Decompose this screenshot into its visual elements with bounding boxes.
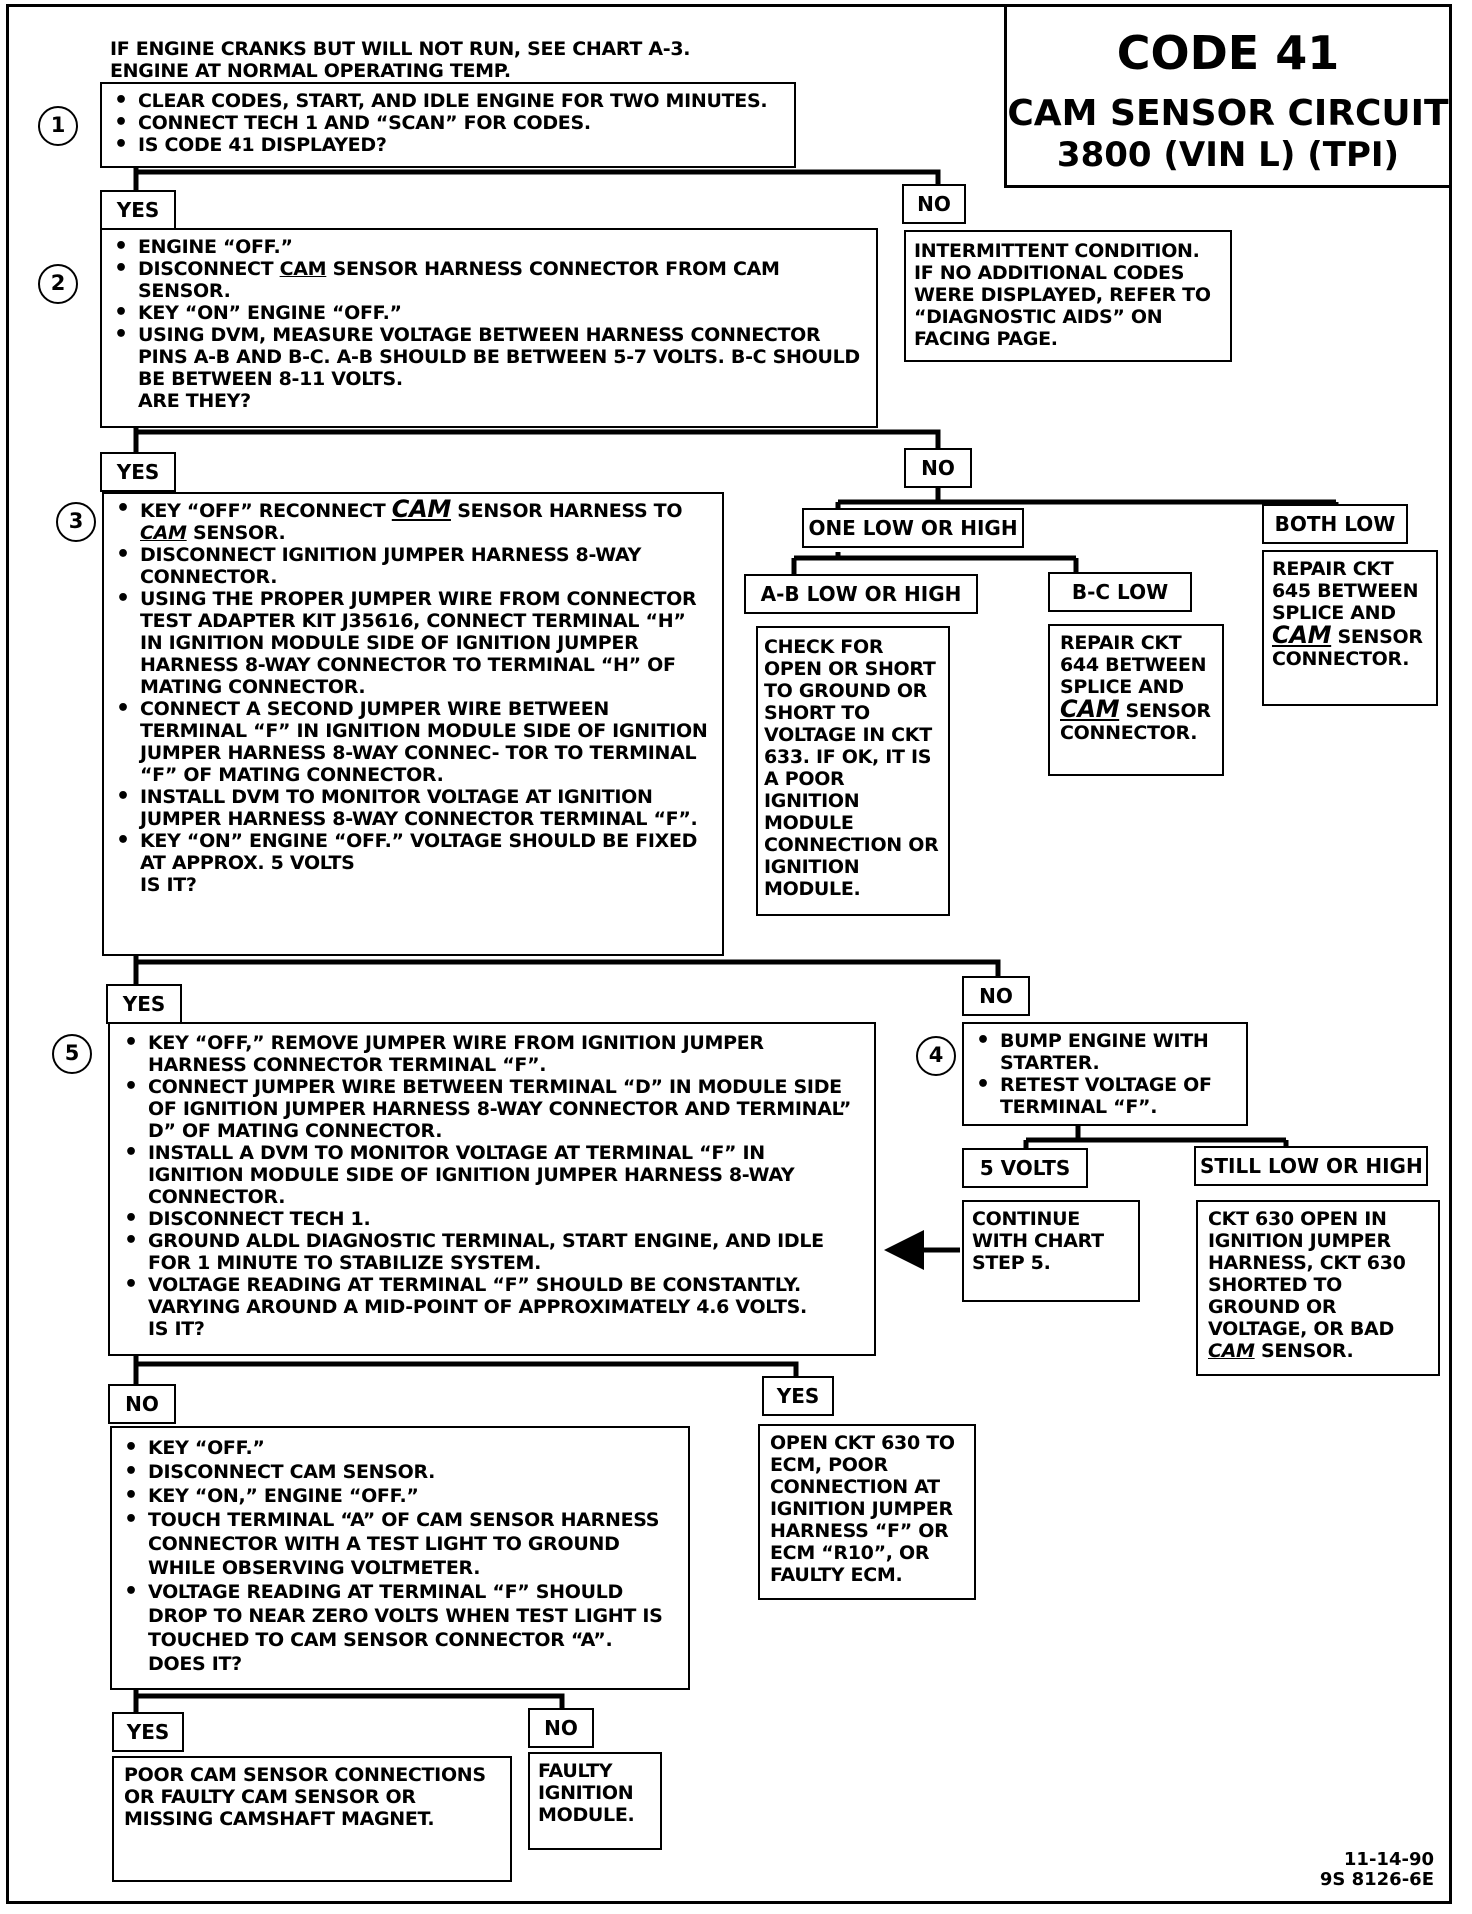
arrow-to-step5-head [884, 1230, 924, 1270]
yes-label-s1: YES [100, 190, 176, 230]
step-3-question: IS IT? [140, 874, 197, 896]
repair-645-box [1262, 550, 1438, 706]
title-box [1004, 4, 1452, 188]
step-5-number: 5 [52, 1034, 92, 1074]
step-2-number: 2 [38, 264, 78, 304]
ckt-630-text: CKT 630 OPEN IN IGNITION JUMPER HARNESS, CKT 630 SHORTED TO GROUND OR VOLTAGE, OR BAD [1208, 1208, 1406, 1340]
yes-label-s3: YES [106, 984, 182, 1024]
connector-s1 [136, 168, 938, 190]
step-5-item: • VOLTAGE READING AT TERMINAL “F” SHOULD BE CONSTANTLY. VARYING AROUND A MID-POINT OF APPROXIMATELY 4.6 VOLTS. [148, 1274, 864, 1318]
step-3-cam: CAM [391, 495, 451, 523]
both-low-label: BOTH LOW [1262, 504, 1408, 544]
step-5-question: IS IT? [148, 1318, 205, 1340]
open-630-box: OPEN CKT 630 TO ECM, POOR CONNECTION AT IGNITION JUMPER HARNESS “F” OR ECM “R10”, OR FAULTY ECM. [758, 1424, 976, 1600]
repair-645-cam: CAM [1272, 621, 1332, 649]
step-3-number: 3 [56, 502, 96, 542]
step-5-item: • KEY “OFF,” REMOVE JUMPER WIRE FROM IGNITION JUMPER HARNESS CONNECTOR TERMINAL “F”. [148, 1032, 864, 1076]
repair-645-text: SENSOR CONNECTOR. [1272, 626, 1423, 670]
yes-label-s6: YES [112, 1712, 184, 1752]
yes-label-s2: YES [100, 452, 176, 492]
intermittent-box: INTERMITTENT CONDITION. IF NO ADDITIONAL CODES WERE DISPLAYED, REFER TO “DIAGNOSTIC AIDS” ON FACING PAGE. [904, 230, 1232, 362]
step-1-box [100, 82, 796, 168]
step-3-item [140, 495, 714, 544]
step-6-question: DOES IT? [148, 1653, 242, 1675]
footer-ref: 9S 8126-6E [1319, 1869, 1434, 1890]
step-5-box [108, 1022, 876, 1356]
step-1-number: 1 [38, 106, 78, 146]
engine-title: 3800 (VIN L) (TPI) [1056, 135, 1400, 175]
step-2-question: ARE THEY? [138, 390, 251, 412]
step-4-box [962, 1022, 1248, 1126]
repair-644-text: REPAIR CKT 644 BETWEEN SPLICE AND [1060, 632, 1207, 698]
no-label-s6: NO [528, 1708, 594, 1748]
step-6-item: • KEY “OFF.” [148, 1436, 680, 1460]
ckt-630-text: SENSOR. [1254, 1340, 1354, 1362]
footer-date: 11-14-90 [1343, 1849, 1434, 1870]
step-3-cam: CAM [140, 522, 187, 544]
no-label-s3: NO [962, 976, 1030, 1016]
step-2-box [100, 228, 878, 428]
step-3-item: • DISCONNECT IGNITION JUMPER HARNESS 8-WAY CONNECTOR. [140, 544, 714, 588]
step-5-item: • CONNECT JUMPER WIRE BETWEEN TERMINAL “D” IN MODULE SIDE OF IGNITION JUMPER HARNESS 8-WAY CONNECTOR AND TERMINAL” D” OF MATING CONNECTOR. [148, 1076, 864, 1142]
intro-line-1: IF ENGINE CRANKS BUT WILL NOT RUN, SEE CHART A-3. [110, 38, 691, 60]
step-5-item: • DISCONNECT TECH 1. [148, 1208, 864, 1230]
step-6-item: • VOLTAGE READING AT TERMINAL “F” SHOULD DROP TO NEAR ZERO VOLTS WHEN TEST LIGHT IS TOUCHED TO CAM SENSOR CONNECTOR “A”. [148, 1580, 680, 1652]
step-6-item: • TOUCH TERMINAL “A” OF CAM SENSOR HARNESS CONNECTOR WITH A TEST LIGHT TO GROUND WHILE OBSERVING VOLTMETER. [148, 1508, 680, 1580]
step-4-item: • BUMP ENGINE WITH STARTER. [1000, 1030, 1238, 1074]
intro-text [110, 38, 790, 82]
five-volts-label: 5 VOLTS [962, 1148, 1088, 1188]
step-2-cam: CAM [279, 258, 327, 280]
ckt-630-cam: CAM [1208, 1340, 1255, 1362]
step-2-item: • KEY “ON” ENGINE “OFF.” [138, 302, 868, 324]
ckt-630-box [1196, 1200, 1440, 1376]
no-label-s5: NO [108, 1384, 176, 1424]
yes-label-s5: YES [762, 1376, 834, 1416]
connector-s6 [136, 1690, 562, 1712]
circuit-title: CAM SENSOR CIRCUIT [1007, 93, 1449, 134]
step-3-item: • INSTALL DVM TO MONITOR VOLTAGE AT IGNITION JUMPER HARNESS 8-WAY CONNECTOR TERMINAL “F”. [140, 786, 714, 830]
connector-s4 [1026, 1124, 1286, 1148]
check-633-box: CHECK FOR OPEN OR SHORT TO GROUND OR SHORT TO VOLTAGE IN CKT 633. IF OK, IT IS A POOR IGNITION MODULE CONNECTION OR IGNITION MODULE. [756, 626, 950, 916]
repair-645-text: REPAIR CKT 645 BETWEEN SPLICE AND [1272, 558, 1419, 624]
step-2-text: DISCONNECT [138, 258, 280, 280]
step-5-item: • GROUND ALDL DIAGNOSTIC TERMINAL, START ENGINE, AND IDLE FOR 1 MINUTE TO STABILIZE SYSTEM. [148, 1230, 864, 1274]
repair-644-box [1048, 624, 1224, 776]
still-low-high-label: STILL LOW OR HIGH [1194, 1146, 1428, 1186]
one-low-high-label: ONE LOW OR HIGH [802, 508, 1024, 548]
step-6-item: • DISCONNECT CAM SENSOR. [148, 1460, 680, 1484]
bc-low-label: B-C LOW [1048, 572, 1192, 612]
step-3-item: • CONNECT A SECOND JUMPER WIRE BETWEEN TERMINAL “F” IN IGNITION MODULE SIDE OF IGNITION JUMPER HARNESS 8-WAY CONNEC- TOR TO TERMINAL “F” OF MATING CONNECTOR. [140, 698, 714, 786]
step-6-box [110, 1426, 690, 1690]
connector-s3 [136, 956, 998, 984]
step-2-text: SENSOR HARNESS CONNECTOR FROM CAM SENSOR. [138, 258, 780, 302]
no-label-s1: NO [902, 184, 966, 224]
step-2-item: • USING DVM, MEASURE VOLTAGE BETWEEN HARNESS CONNECTOR PINS A-B AND B-C. A-B SHOULD BE BETWEEN 5-7 VOLTS. B-C SHOULD BE BETWEEN 8-11 VOLTS. [138, 324, 868, 390]
step-3-item: • USING THE PROPER JUMPER WIRE FROM CONNECTOR TEST ADAPTER KIT J35616, CONNECT TERMINAL “H” IN IGNITION MODULE SIDE OF IGNITION JUMPER HARNESS 8-WAY CONNECTOR TO TERMINAL “H” OF MATING CONNECTOR. [140, 588, 714, 698]
repair-644-text: SENSOR CONNECTOR. [1060, 700, 1211, 744]
faulty-module-box: FAULTY IGNITION MODULE. [528, 1752, 662, 1850]
step-1-item: • CLEAR CODES, START, AND IDLE ENGINE FOR TWO MINUTES. [138, 90, 786, 112]
poor-cam-box: POOR CAM SENSOR CONNECTIONS OR FAULTY CAM SENSOR OR MISSING CAMSHAFT MAGNET. [112, 1756, 512, 1882]
connector-s5 [136, 1356, 796, 1384]
ab-low-high-label: A-B LOW OR HIGH [744, 574, 978, 614]
step-4-number: 4 [916, 1036, 956, 1076]
step-5-item: • INSTALL A DVM TO MONITOR VOLTAGE AT TERMINAL “F” IN IGNITION MODULE SIDE OF IGNITION JUMPER HARNESS 8-WAY CONNECTOR. [148, 1142, 864, 1208]
repair-644-cam: CAM [1060, 695, 1120, 723]
step-3-box [102, 492, 724, 956]
footer [1320, 1850, 1434, 1890]
connector-onelow-split [794, 552, 1076, 574]
step-4-item: • RETEST VOLTAGE OF TERMINAL “F”. [1000, 1074, 1238, 1118]
no-label-s2: NO [904, 448, 972, 488]
step-3-text: KEY “OFF” RECONNECT [140, 500, 392, 522]
step-3-item: • KEY “ON” ENGINE “OFF.” VOLTAGE SHOULD BE FIXED AT APPROX. 5 VOLTS [140, 830, 714, 874]
step-1-item: • CONNECT TECH 1 AND “SCAN” FOR CODES. [138, 112, 786, 134]
continue-5-box: CONTINUE WITH CHART STEP 5. [962, 1200, 1140, 1302]
step-6-item: • KEY “ON,” ENGINE “OFF.” [148, 1484, 680, 1508]
intro-line-2: ENGINE AT NORMAL OPERATING TEMP. [110, 60, 511, 82]
step-3-text: SENSOR HARNESS TO [450, 500, 683, 522]
connector-s2 [136, 428, 938, 452]
step-1-item: • IS CODE 41 DISPLAYED? [138, 134, 786, 156]
step-3-text: SENSOR. [186, 522, 286, 544]
code-title: CODE 41 [1116, 26, 1340, 80]
step-2-item [138, 258, 868, 302]
step-2-item: • ENGINE “OFF.” [138, 236, 868, 258]
